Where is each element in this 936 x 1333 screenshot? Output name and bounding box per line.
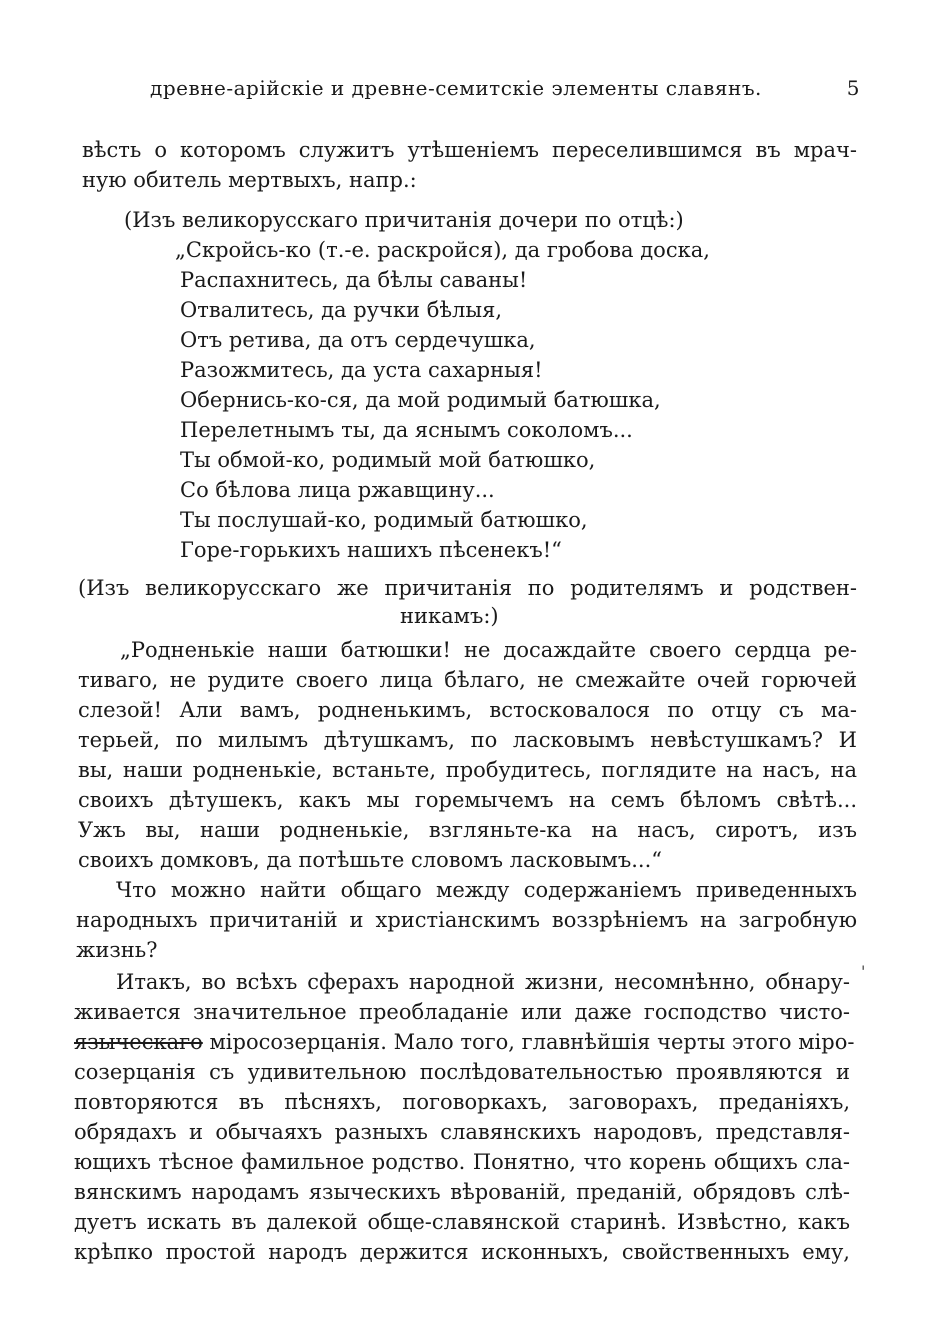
verse-line: Со бѣлова лица ржавщину...	[180, 478, 495, 502]
struck-word: языческаго	[74, 1030, 203, 1054]
paragraph-line: живается значительное преобладаніе или даже господство чисто-	[74, 1000, 850, 1024]
paragraph-line: дуетъ искать въ далекой обще-славянской старинѣ. Извѣстно, какъ	[74, 1210, 850, 1234]
prose-line: „Родненькіе наши батюшки! не досаждайте своего сердца ре-	[120, 638, 857, 662]
prose-line: тиваго, не рудите своего лица бѣлаго, не смежайте очей горючей	[78, 668, 857, 692]
prose-line: своихъ дѣтушекъ, какъ мы горемычемъ на семъ бѣломъ свѣтѣ...	[78, 788, 857, 812]
verse-line: Распахнитесь, да бѣлы саваны!	[180, 268, 528, 292]
paragraph-line: народныхъ причитаній и христіанскимъ воззрѣніемъ на загробную	[76, 908, 857, 932]
verse-line: Горе-горькихъ нашихъ пѣсенекъ!“	[180, 538, 562, 562]
line-rest: міросозерцанія. Мало того, главнѣйшія черты этого міро-	[202, 1030, 855, 1054]
paragraph-line: созерцанія съ удивительною послѣдовательностью проявляются и	[74, 1060, 850, 1084]
prose-line: своихъ домковъ, да потѣшьте словомъ ласковымъ...“	[78, 848, 663, 872]
text-line: ную обитель мертвыхъ, напр.:	[82, 168, 417, 192]
paragraph-line	[74, 1028, 854, 1056]
lament-heading: никамъ:)	[400, 604, 499, 628]
page-number: 5	[846, 76, 860, 100]
margin-mark: '	[861, 962, 866, 981]
verse-line: Перелетнымъ ты, да яснымъ соколомъ...	[180, 418, 633, 442]
verse-line: Отвалитесь, да ручки бѣлыя,	[180, 298, 502, 322]
paragraph-line: ющихъ тѣсное фамильное родство. Понятно, что корень общихъ сла-	[74, 1150, 850, 1174]
verse-line: Ты обмой-ко, родимый мой батюшко,	[180, 448, 596, 472]
text-line: вѣсть о которомъ служитъ утѣшеніемъ переселившимся въ мрач-	[82, 138, 857, 162]
paragraph-line: жизнь?	[76, 938, 158, 962]
paragraph-line: обрядахъ и обычаяхъ разныхъ славянскихъ народовъ, представля-	[74, 1120, 850, 1144]
verse-line: „Скройсь-ко (т.-е. раскройся), да гробова доска,	[175, 238, 710, 262]
paragraph-line: крѣпко простой народъ держится исконныхъ, свойственныхъ ему,	[74, 1240, 850, 1264]
verse-line: Ты послушай-ко, родимый батюшко,	[180, 508, 588, 532]
verse-line: Разожмитесь, да уста сахарныя!	[180, 358, 543, 382]
verse-line: Отъ ретива, да отъ сердечушка,	[180, 328, 536, 352]
prose-line: терьей, по милымъ дѣтушкамъ, по ласковымъ невѣстушкамъ? И	[78, 728, 857, 752]
paragraph-line: повторяются въ пѣсняхъ, поговоркахъ, заговорахъ, преданіяхъ,	[74, 1090, 850, 1114]
header-title: древне-арійскіе и древне-семитскіе элементы славянъ.	[150, 76, 762, 100]
prose-line: вы, наши родненькіе, встаньте, пробудитесь, поглядите на насъ, на	[78, 758, 857, 782]
lament-heading: (Изъ великорусскаго причитанія дочери по отцѣ:)	[124, 208, 684, 232]
verse-line: Обернись-ко-ся, да мой родимый батюшка,	[180, 388, 661, 412]
paragraph-line: Итакъ, во всѣхъ сферахъ народной жизни, несомнѣнно, обнару-	[116, 970, 850, 994]
paragraph-line: Что можно найти общаго между содержаніемъ приведенныхъ	[116, 878, 857, 902]
paragraph-line: вянскимъ народамъ языческихъ вѣрованій, преданій, обрядовъ слѣ-	[74, 1180, 850, 1204]
running-header	[150, 76, 860, 106]
prose-line: Ужъ вы, наши родненькіе, взгляньте-ка на насъ, сиротъ, изъ	[78, 818, 857, 842]
lament-heading: (Изъ великорусскаго же причитанія по родителямъ и родствен-	[78, 576, 857, 600]
prose-line: слезой! Али вамъ, родненькимъ, встосковалося по отцу съ ма-	[78, 698, 857, 722]
